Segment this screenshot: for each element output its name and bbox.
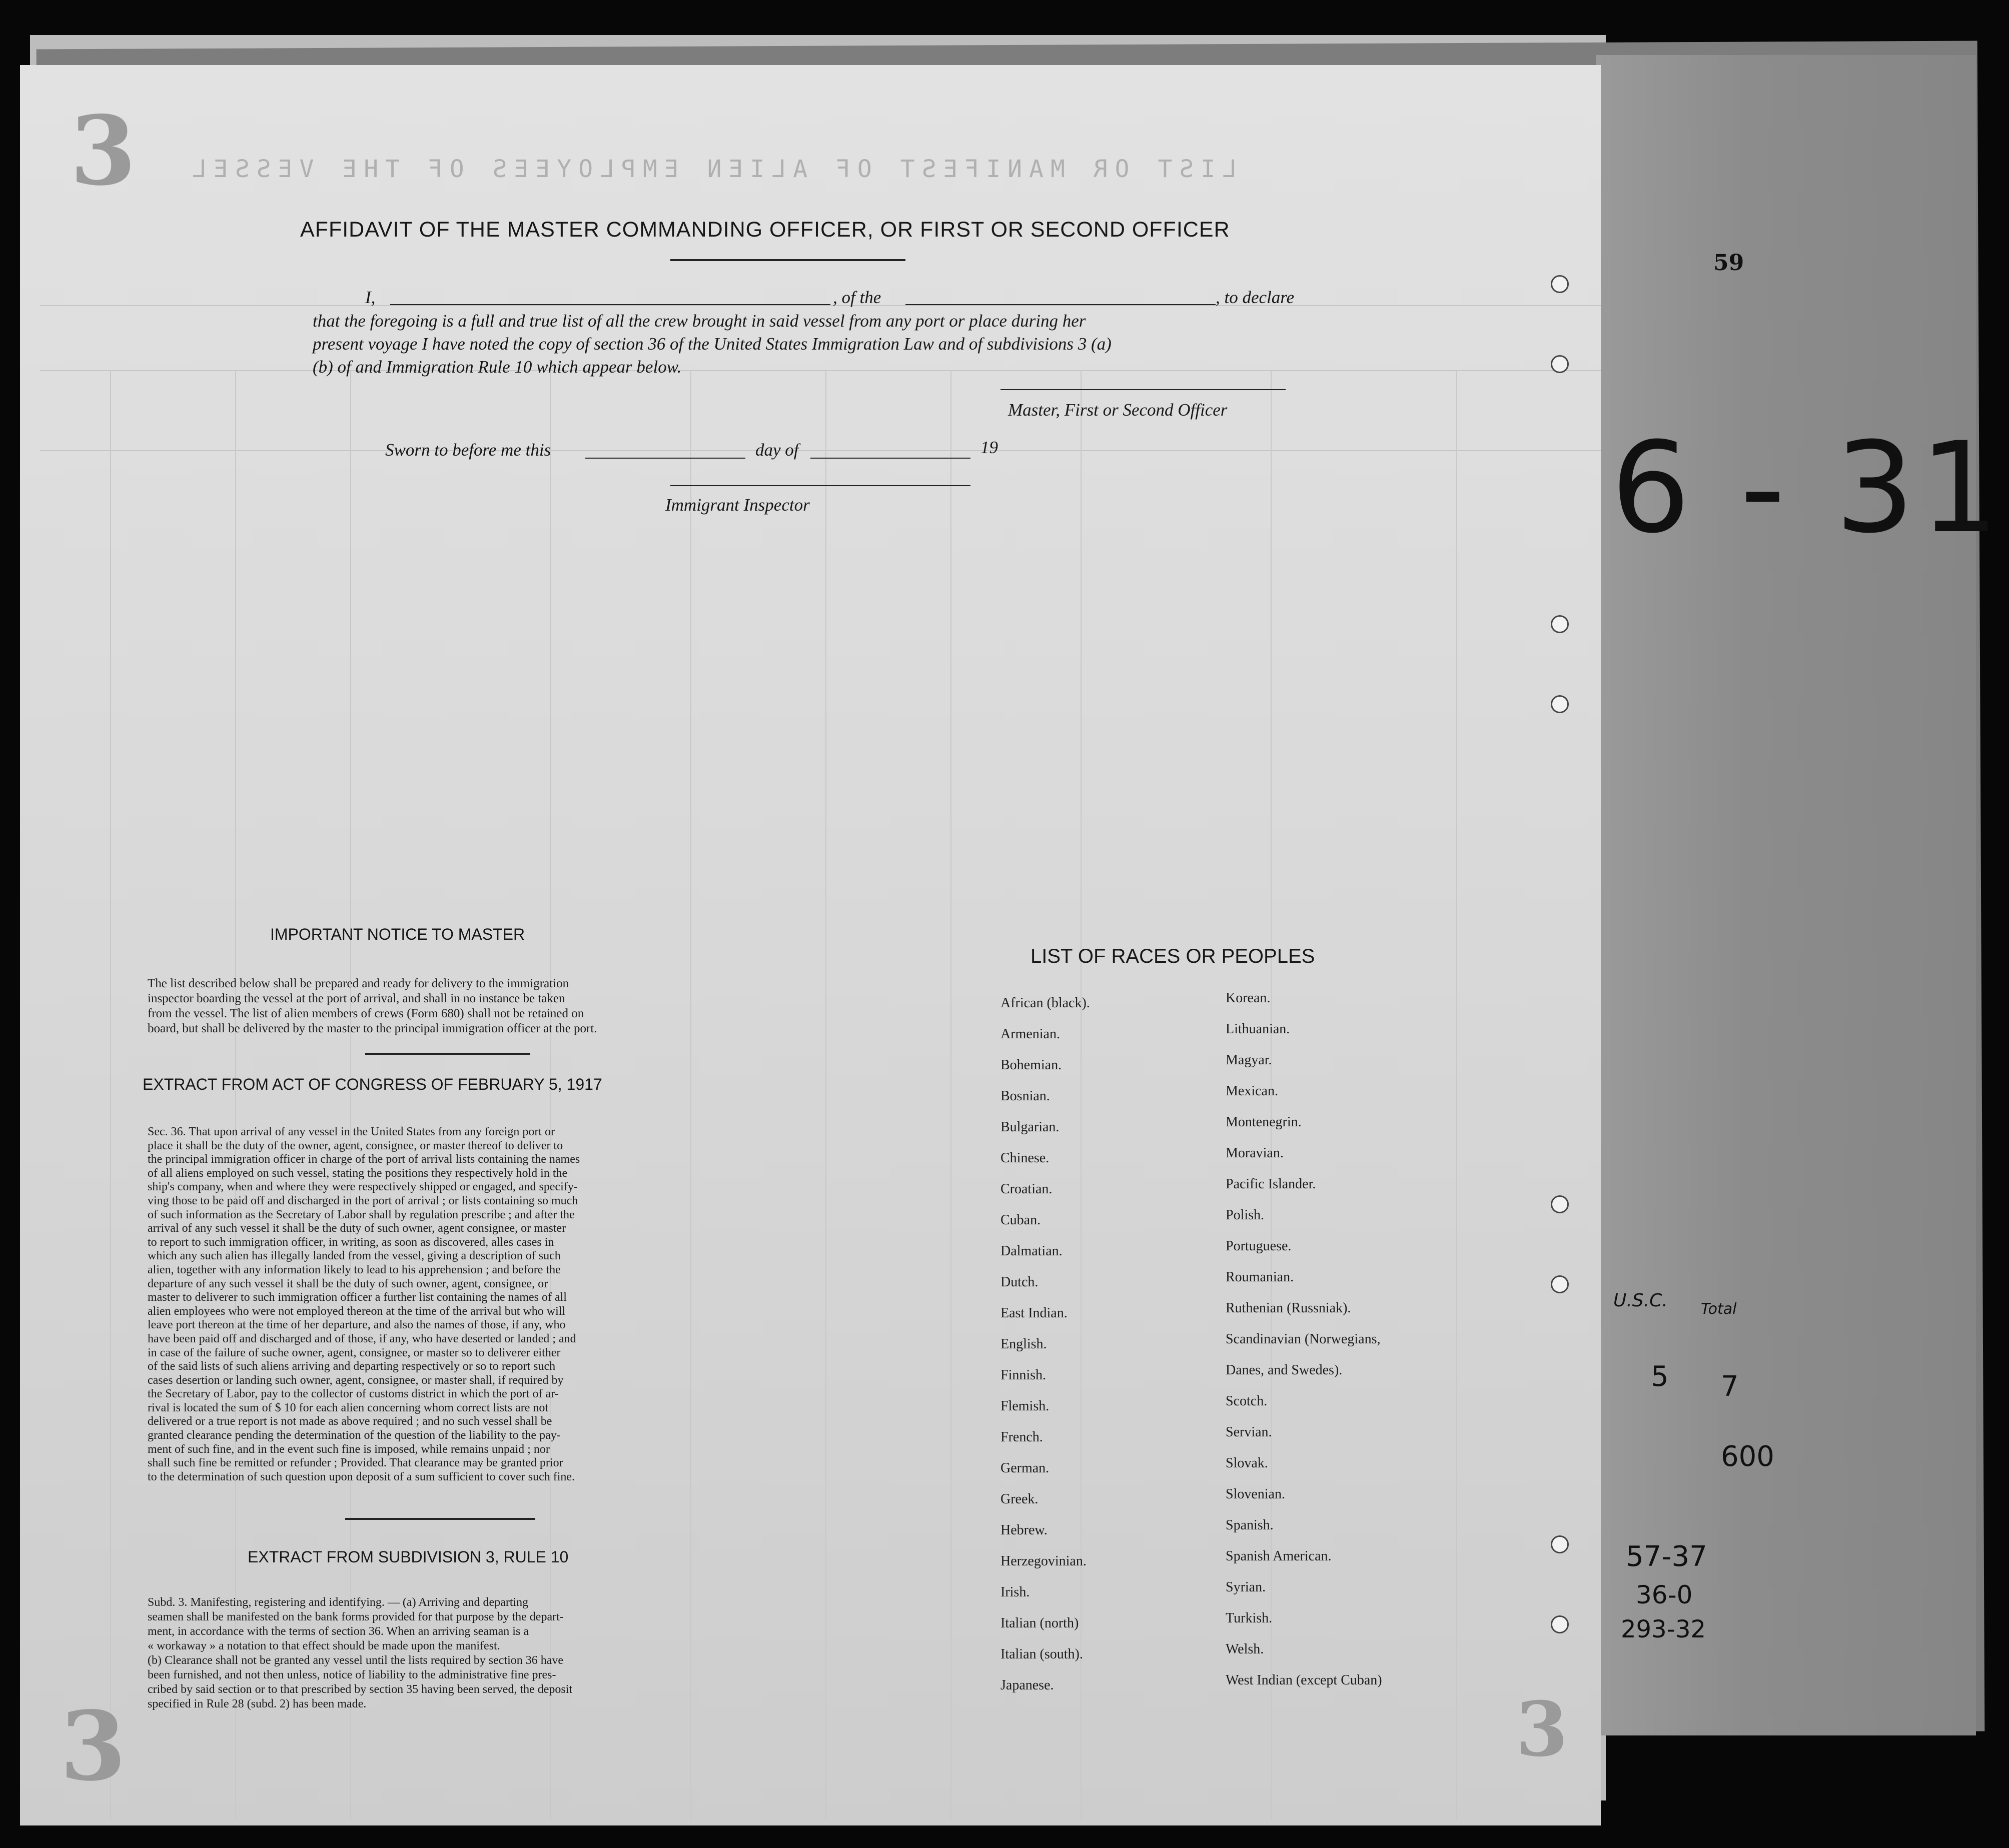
races-heading: LIST OF RACES OR PEOPLES bbox=[1031, 945, 1315, 967]
race-item: Irish. bbox=[1000, 1584, 1030, 1600]
tally-1b: 7 bbox=[1721, 1370, 1739, 1403]
divider bbox=[365, 1053, 530, 1055]
punch-hole bbox=[1551, 355, 1569, 373]
race-item: West Indian (except Cuban) bbox=[1226, 1672, 1382, 1688]
rule-heading: EXTRACT FROM SUBDIVISION 3, RULE 10 bbox=[248, 1548, 569, 1566]
page-stamp-bottom: 3 bbox=[60, 1690, 127, 1802]
race-item: German. bbox=[1000, 1460, 1050, 1476]
race-item: Dalmatian. bbox=[1000, 1243, 1063, 1259]
page-stamp-top: 3 bbox=[70, 95, 137, 207]
name-blank bbox=[390, 304, 830, 305]
race-item: Herzegovinian. bbox=[1000, 1553, 1087, 1569]
race-item: Scotch. bbox=[1226, 1393, 1268, 1409]
race-item: Portuguese. bbox=[1226, 1238, 1292, 1254]
bleed-column bbox=[825, 370, 826, 1820]
race-item: Spanish American. bbox=[1226, 1548, 1332, 1564]
affidavit-title: AFFIDAVIT OF THE MASTER COMMANDING OFFICER, OR FIRST OR SECOND OFFICER bbox=[300, 218, 1230, 242]
month-blank bbox=[810, 458, 970, 459]
affidavit-line2: that the foregoing is a full and true list of all the crew brought in said vessel from any port or place during her bbox=[313, 311, 1086, 331]
notice-text: The list described below shall be prepared and ready for delivery to the immigration inspector boarding the vessel at the port of arrival, and shall in no instance be taken from the vessel. The list of alien members of crews (Form 680) shall not be retained on board, but shall be delivered by the master to the principal immigration officer at the port. bbox=[148, 977, 597, 1035]
divider bbox=[670, 259, 905, 261]
bleed-rule bbox=[40, 450, 1601, 451]
signature-line bbox=[1000, 389, 1286, 390]
race-item: Finnish. bbox=[1000, 1367, 1047, 1383]
year-prefix: 19 bbox=[980, 438, 998, 457]
race-item: Japanese. bbox=[1000, 1677, 1054, 1693]
page-stamp-right: 3 bbox=[1516, 1685, 1568, 1773]
race-item: Cuban. bbox=[1000, 1212, 1041, 1228]
race-item: Spanish. bbox=[1226, 1517, 1274, 1533]
right-manifest-sheet bbox=[1596, 55, 2004, 1735]
affidavit-of-the: , of the bbox=[833, 288, 881, 307]
race-item: Dutch. bbox=[1000, 1274, 1039, 1290]
inspector-signature-line bbox=[670, 485, 970, 486]
race-item: Lithuanian. bbox=[1226, 1021, 1290, 1037]
tally-heading-total: Total bbox=[1701, 1300, 1737, 1318]
race-item: Moravian. bbox=[1226, 1145, 1284, 1161]
inspector-label: Immigrant Inspector bbox=[665, 495, 810, 515]
race-item: Welsh. bbox=[1226, 1641, 1264, 1657]
tally-4: 36-0 bbox=[1636, 1580, 1693, 1609]
act-text: Sec. 36. That upon arrival of any vessel in the United States from any foreign port or place it shall be the duty of the owner, agent, consignee, or master thereof to deliver to the principal immigration officer in charge of the port of arrival lists containing the names of all aliens employed on such vessel, stating the positions they respectively hold in the ship's company, when and where they were respectively shipped or engaged, and specify- ving those to be paid off and discharged in the port of arrival ; or lists containing so much of such information as the Secretary of Labor shall by regulation prescribe ; and after the arrival of any such vessel it shall be the duty of such owner, agent consignee, or master to report to such immigration officer, in writing, as soon as discovered, alles cases in which any such alien has illegally landed from the vessel, giving a description of such alien, together with any information likely to lead to his apprehension ; and before the departure of any such vessel it shall be the duty of such owner, agent, consignee, or master to deliverer to such immigration officer a further list containing the names of all alien employees who were not employed thereon at the time of the arrival but who will leave port thereon at the time of her departure, and also the names of those, if any, who have been paid off and discharged and of those, if any, who have deserted or landed ; and in case of the failure of suche owner, agent, consignee, or master so to deliverer either of the said lists of such aliens arriving and departing respectively or so to report such cases desertion or landing such owner, agent, consignee, or master shall, if required by the Secretary of Labor, pay to the collector of customs district in which the port of ar- rival is located the sum of $ 10 for each alien concerning whom correct lists are not delivered or a true report is not made as above required ; and no such vessel shall be granted clearance pending the determination of the question of the liability to the pay- ment of such fine, and in the event such fine is imposed, while remains unpaid ; nor shall such fine be remitted or refunder ; Provided. That clearance may be granted prior to the determination of such question upon deposit of a sum sufficient to cover such fine. bbox=[148, 1125, 580, 1483]
notice-heading: IMPORTANT NOTICE TO MASTER bbox=[270, 925, 525, 943]
races-column-1 bbox=[1000, 995, 1090, 1708]
tally-2: 600 bbox=[1721, 1440, 1774, 1473]
race-item: Chinese. bbox=[1000, 1150, 1050, 1166]
master-label: Master, First or Second Officer bbox=[1008, 400, 1228, 420]
affidavit-page bbox=[20, 65, 1601, 1825]
race-item: French. bbox=[1000, 1429, 1043, 1445]
punch-hole bbox=[1551, 1615, 1569, 1633]
bleed-column bbox=[110, 370, 111, 1820]
date-blank bbox=[585, 458, 745, 459]
punch-hole bbox=[1551, 615, 1569, 633]
affidavit-line4: (b) of and Immigration Rule 10 which appear below. bbox=[313, 357, 682, 377]
affidavit-to-declare: , to declare bbox=[1216, 288, 1295, 307]
tally-3: 57-37 bbox=[1626, 1540, 1707, 1573]
bleed-rule bbox=[40, 305, 1601, 306]
rule-text: Subd. 3. Manifesting, registering and identifying. — (a) Arriving and departing seamen shall be manifested on the bank forms provided for that purpose by the depart- ment, in accordance with the terms of section 36. When an arriving seaman is a « workaway » a notation to that effect should be made upon the manifest. (b) Clearance shall not be granted any vessel until the lists required by section 36 have been furnished, and not then unless, notice of liability to the administrative fine pres- cribed by said section or to that prescribed by section 35 having been served, the deposit specified in Rule 28 (subd. 2) has been made. bbox=[148, 1596, 573, 1710]
race-item: Italian (north) bbox=[1000, 1615, 1079, 1631]
race-item: Korean. bbox=[1226, 990, 1271, 1006]
race-item: African (black). bbox=[1000, 995, 1090, 1011]
race-item: Danes, and Swedes). bbox=[1226, 1362, 1343, 1378]
tally-1: 5 bbox=[1651, 1360, 1669, 1393]
tally-5: 293-32 bbox=[1621, 1615, 1706, 1643]
handwritten-form-number: 6 - 31 bbox=[1611, 415, 2004, 561]
divider bbox=[345, 1518, 535, 1520]
race-item: English. bbox=[1000, 1336, 1047, 1352]
bleed-column bbox=[1456, 370, 1457, 1820]
punch-hole bbox=[1551, 695, 1569, 713]
race-item: Mexican. bbox=[1226, 1083, 1278, 1099]
race-item: Bosnian. bbox=[1000, 1088, 1050, 1104]
race-item: Italian (south). bbox=[1000, 1646, 1083, 1662]
act-heading: EXTRACT FROM ACT OF CONGRESS OF FEBRUARY 5, 1917 bbox=[143, 1075, 602, 1093]
vessel-blank bbox=[905, 304, 1216, 305]
day-of-label: day of bbox=[755, 440, 799, 460]
race-item: Hebrew. bbox=[1000, 1522, 1048, 1538]
bleed-rule bbox=[40, 370, 1601, 371]
affidavit-i: I, bbox=[365, 288, 376, 307]
race-item: Bohemian. bbox=[1000, 1057, 1062, 1073]
races-column-2 bbox=[1226, 990, 1382, 1703]
race-item: Montenegrin. bbox=[1226, 1114, 1302, 1130]
race-item: Magyar. bbox=[1226, 1052, 1272, 1068]
race-item: Pacific Islander. bbox=[1226, 1176, 1316, 1192]
punch-hole bbox=[1551, 275, 1569, 293]
bleed-through-heading: LIST OR MANIFEST OF ALIEN EMPLOYEES OF THE VESSEL bbox=[185, 155, 1237, 183]
punch-hole bbox=[1551, 1535, 1569, 1553]
race-item: Slovenian. bbox=[1226, 1486, 1285, 1502]
race-item: Servian. bbox=[1226, 1424, 1272, 1440]
punch-hole bbox=[1551, 1275, 1569, 1293]
race-item: Turkish. bbox=[1226, 1610, 1273, 1626]
page-number: 59 bbox=[1713, 250, 1744, 276]
race-item: Roumanian. bbox=[1226, 1269, 1294, 1285]
race-item: Slovak. bbox=[1226, 1455, 1268, 1471]
race-item: Croatian. bbox=[1000, 1181, 1053, 1197]
punch-hole bbox=[1551, 1195, 1569, 1213]
race-item: Greek. bbox=[1000, 1491, 1039, 1507]
tally-heading-usc: U.S.C. bbox=[1613, 1290, 1668, 1311]
race-item: Armenian. bbox=[1000, 1026, 1060, 1042]
race-item: Scandinavian (Norwegians, bbox=[1226, 1331, 1381, 1347]
race-item: East Indian. bbox=[1000, 1305, 1068, 1321]
race-item: Bulgarian. bbox=[1000, 1119, 1060, 1135]
affidavit-line3: present voyage I have noted the copy of section 36 of the United States Immigration Law and of subdivisions 3 (a) bbox=[313, 334, 1112, 354]
race-item: Flemish. bbox=[1000, 1398, 1050, 1414]
race-item: Ruthenian (Russniak). bbox=[1226, 1300, 1351, 1316]
race-item: Polish. bbox=[1226, 1207, 1265, 1223]
bleed-column bbox=[950, 370, 951, 1820]
race-item: Syrian. bbox=[1226, 1579, 1266, 1595]
sworn-label: Sworn to before me this bbox=[385, 440, 551, 460]
